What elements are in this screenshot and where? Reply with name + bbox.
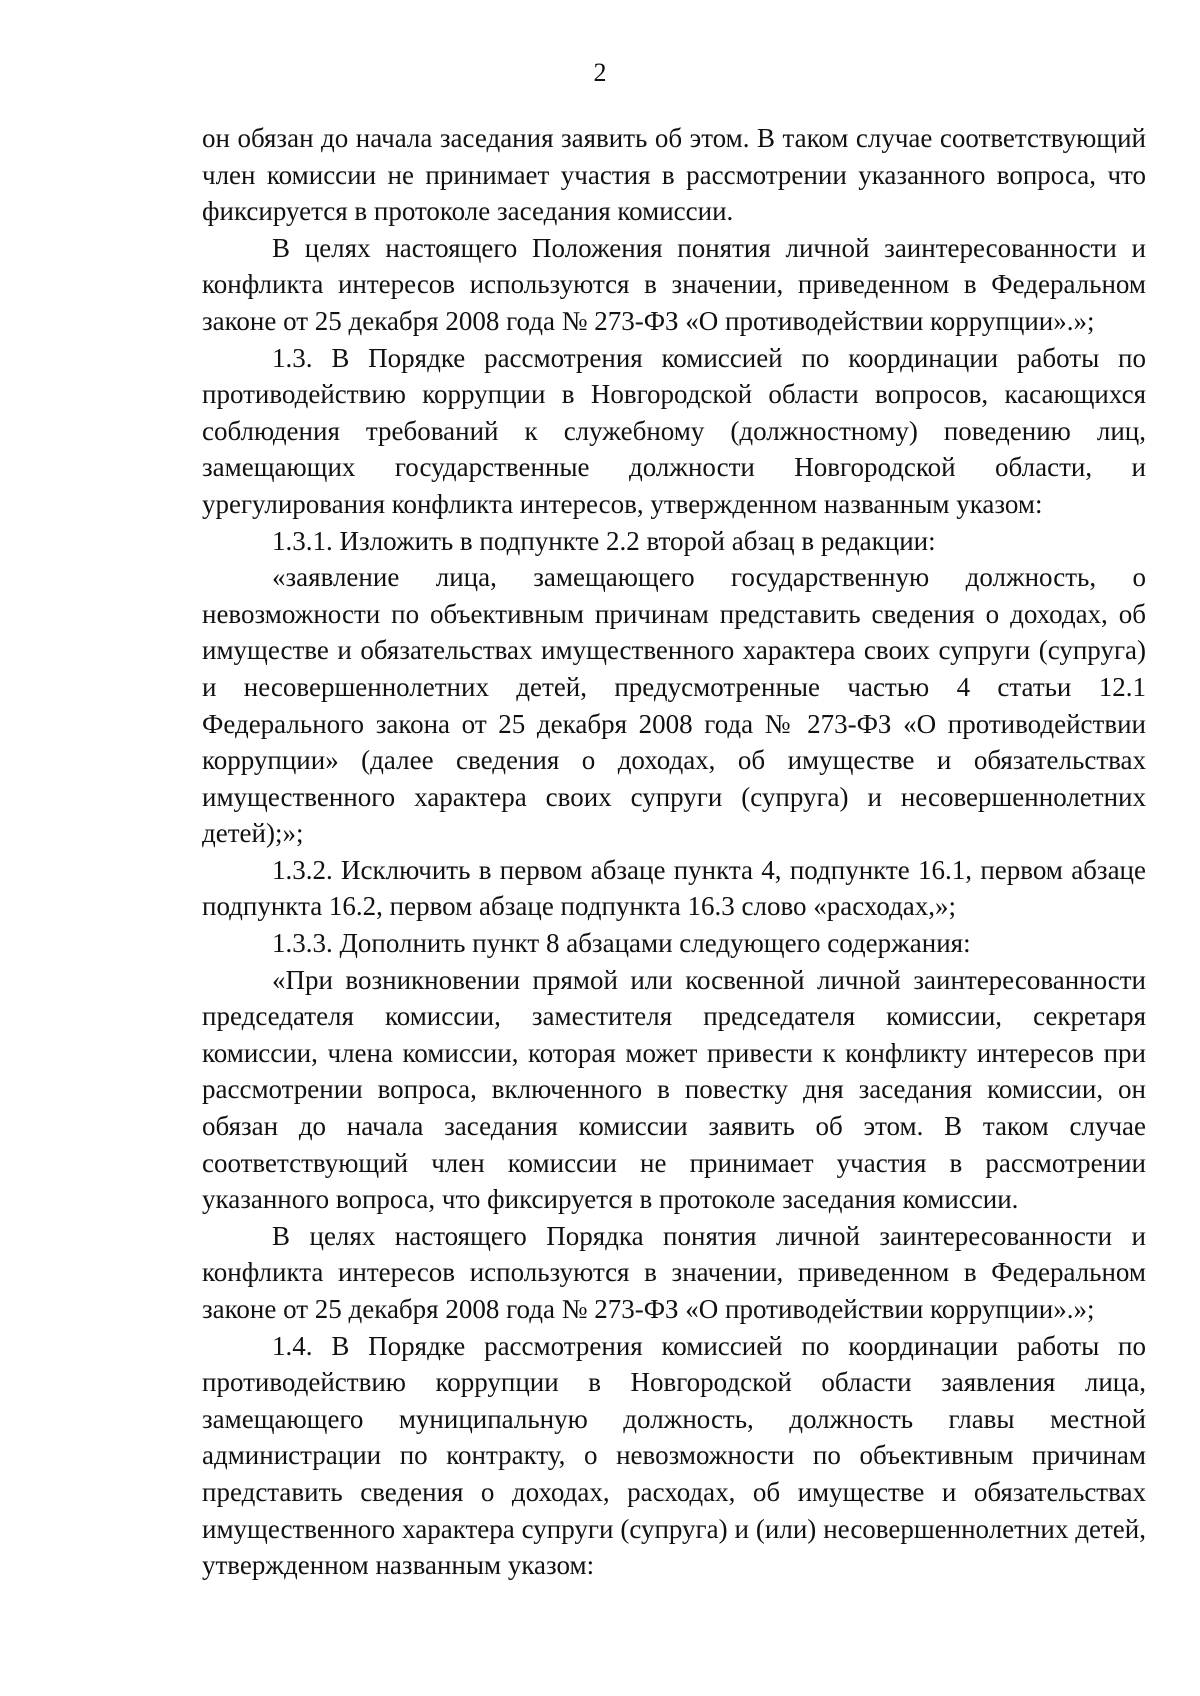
- paragraph-continuation: он обязан до начала заседания заявить об этом. В таком случае соответствующий член комиссии не принимает участия в рассмотрении указанного вопроса, что фиксируется в протоколе заседания комиссии.: [202, 123, 1146, 227]
- paragraph-item-1-3-2: 1.3.2. Исключить в первом абзаце пункта 4, подпункте 16.1, первом абзаце подпункта 16.2, первом абзаце подпункта 16.3 слово «расходах,»;: [202, 854, 1146, 922]
- paragraph-item-1-3: 1.3. В Порядке рассмотрения комиссией по координации работы по противодействию коррупции в Новгородской области вопросов, касающихся соблюдения требований к служебному (должностному) поведению лиц, замещающих государственные должности Новгородской области, и урегулирования конфликта интересов, утвержденном названным указом:: [202, 342, 1146, 519]
- page-number: 2: [593, 58, 607, 87]
- paragraph-quote-statement: «заявление лица, замещающего государственную должность, о невозможности по объективным причинам представить сведения о доходах, об имуществе и обязательствах имущественного характера своих супруги (супруга) и несовершеннолетних детей, предусмотренные частью 4 статьи 12.1 Федерального закона от 25 декабря 2008 года № 273-ФЗ «О противодействии коррупции» (далее сведения о доходах, об имуществе и обязательствах имущественного характера своих супруги (супруга) и несовершеннолетних детей);»;: [202, 562, 1146, 849]
- paragraph-definitions-regulation: В целях настоящего Положения понятия личной заинтересованности и конфликта интересов используются в значении, приведенном в Федеральном законе от 25 декабря 2008 года № 273-ФЗ «О противодействии коррупции».»;: [202, 232, 1146, 336]
- paragraph-item-1-3-3: 1.3.3. Дополнить пункт 8 абзацами следующего содержания:: [272, 928, 971, 959]
- paragraph-item-1-3-1: 1.3.1. Изложить в подпункте 2.2 второй абзац в редакции:: [272, 525, 936, 556]
- document-body: [202, 120, 1146, 1584]
- paragraph-definitions-procedure: В целях настоящего Порядка понятия личной заинтересованности и конфликта интересов используются в значении, приведенном в Федеральном законе от 25 декабря 2008 года № 273-ФЗ «О противодействии коррупции».»;: [202, 1220, 1146, 1324]
- paragraph-quote-conflict: «При возникновении прямой или косвенной личной заинтересованности председателя комиссии, заместителя председателя комиссии, секретаря комиссии, члена комиссии, которая может привести к конфликту интересов при рассмотрении вопроса, включенного в повестку дня заседания комиссии, он обязан до начала заседания комиссии заявить об этом. В таком случае соответствующий член комиссии не принимает участия в рассмотрении указанного вопроса, что фиксируется в протоколе заседания комиссии.: [202, 964, 1146, 1215]
- paragraph-item-1-4: 1.4. В Порядке рассмотрения комиссией по координации работы по противодействию коррупции в Новгородской области заявления лица, замещающего муниципальную должность, должность главы местной администрации по контракту, о невозможности по объективным причинам представить сведения о доходах, расходах, об имуществе и обязательствах имущественного характера супруги (супруга) и (или) несовершеннолетних детей, утвержденном названным указом:: [202, 1330, 1146, 1581]
